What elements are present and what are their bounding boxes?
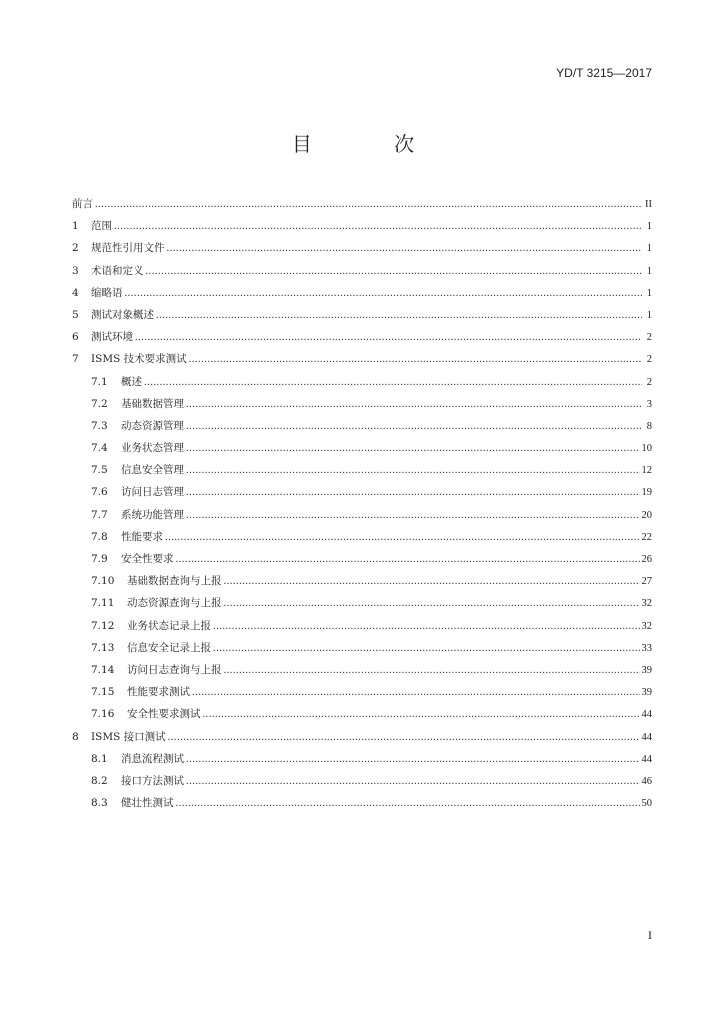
toc-leader-dots: [186, 460, 640, 482]
toc-entry[interactable]: [72, 304, 652, 326]
toc-entry-number: 7.6: [91, 486, 108, 499]
toc-leader-dots: [186, 505, 640, 527]
toc-entry-page: 46: [641, 775, 652, 787]
toc-entry-number: 5: [72, 308, 79, 321]
toc-leader-dots: [176, 793, 640, 815]
toc-leader-dots: [224, 593, 640, 615]
toc-leader-dots: [213, 638, 640, 660]
toc-entry[interactable]: [72, 437, 652, 459]
toc-entry-label: 访问日志管理: [121, 486, 184, 499]
toc-entry-page: 2: [646, 332, 652, 344]
toc-entry-number: 7: [72, 353, 79, 366]
toc-entry[interactable]: [72, 681, 652, 703]
toc-entry-label: 动态资源管理: [121, 419, 184, 432]
toc-entry-label: 规范性引用文件: [91, 242, 165, 255]
toc-entry-page: 39: [641, 664, 652, 676]
toc-entry[interactable]: [72, 726, 652, 748]
toc-entry[interactable]: [72, 393, 652, 415]
toc-entry-number: 8: [72, 730, 79, 743]
toc-entry-number: 8.3: [91, 797, 108, 810]
toc-entry-number: 7.14: [91, 663, 115, 676]
toc-entry[interactable]: [72, 282, 652, 304]
toc-entry[interactable]: [72, 237, 652, 259]
document-code: YD/T 3215—2017: [556, 66, 652, 80]
toc-entry-label: 访问日志查询与上报: [127, 663, 222, 676]
toc-entry-number: 7.4: [91, 442, 108, 455]
toc-entry-page: 3: [646, 398, 652, 410]
toc-entry-label: 术语和定义: [91, 264, 144, 277]
toc-leader-dots: [189, 349, 642, 371]
toc-entry-number: 7.12: [91, 619, 115, 632]
toc-leader-dots: [186, 771, 640, 793]
toc-entry-label: 系统功能管理: [121, 508, 184, 521]
toc-leader-dots: [186, 394, 642, 416]
toc-entry[interactable]: [72, 637, 652, 659]
toc-entry[interactable]: [72, 526, 652, 548]
toc-entry-number: 7.8: [91, 530, 108, 543]
toc-leader-dots: [224, 571, 640, 593]
toc-leader-dots: [125, 283, 643, 305]
toc-entry-page: 1: [646, 309, 652, 321]
toc-entry-page: 1: [646, 287, 652, 299]
toc-leader-dots: [186, 482, 640, 504]
toc-entry-label: 接口方法测试: [121, 774, 184, 787]
toc-entry-number: 7.1: [91, 375, 108, 388]
toc-leader-dots: [192, 682, 640, 704]
toc-entry-label: 测试对象概述: [91, 308, 154, 321]
toc-leader-dots: [224, 660, 640, 682]
toc-entry-page: 44: [641, 709, 652, 721]
toc-entry-label: 健壮性测试: [121, 797, 174, 810]
toc-leader-dots: [165, 527, 640, 549]
toc-entry-label: 信息安全管理: [121, 464, 184, 477]
toc-entry-page: 1: [646, 243, 652, 255]
toc-leader-dots: [186, 438, 640, 460]
toc-entry[interactable]: [72, 415, 652, 437]
toc-entry[interactable]: [72, 481, 652, 503]
toc-entry[interactable]: [72, 348, 652, 370]
toc-entry-number: 7.10: [91, 575, 115, 588]
toc-leader-dots: [156, 305, 642, 327]
toc-entry-page: 32: [641, 598, 652, 610]
toc-entry-page: 1: [646, 221, 652, 233]
toc-entry-page: II: [645, 199, 652, 210]
toc-entry-number: 7.13: [91, 641, 115, 654]
page-title: 目 次: [291, 132, 453, 156]
toc-entry-number: 6: [72, 331, 79, 344]
toc-leader-dots: [95, 194, 642, 216]
toc-leader-dots: [135, 327, 642, 349]
toc-entry[interactable]: [72, 792, 652, 814]
toc-leader-dots: [167, 238, 643, 260]
toc-entry[interactable]: [72, 326, 652, 348]
toc-entry-page: 22: [641, 531, 652, 543]
toc-entry[interactable]: [72, 770, 652, 792]
toc-entry-page: 39: [641, 687, 652, 699]
toc-entry-label: 安全性要求测试: [127, 708, 201, 721]
toc-entry-page: 20: [641, 509, 652, 521]
toc-entry-label: 概述: [121, 375, 142, 388]
toc-entry-label: ISMS 技术要求测试: [91, 353, 187, 366]
toc-entry-label: 安全性要求: [121, 553, 174, 565]
toc-entry-label: 缩略语: [91, 286, 123, 299]
toc-leader-dots: [144, 372, 642, 394]
toc-entry-number: 7.11: [91, 597, 115, 610]
toc-entry-label: 测试环境: [91, 331, 133, 344]
toc-entry-number: 7.16: [91, 708, 115, 721]
toc-entry-page: 8: [646, 420, 652, 432]
toc-entry-label: ISMS 接口测试: [91, 730, 166, 743]
toc-entry-label: 消息流程测试: [121, 752, 184, 765]
toc-entry-number: 1: [72, 220, 79, 233]
toc-entry-label: 基础数据查询与上报: [127, 575, 222, 588]
toc-entry-number: 7.15: [91, 686, 115, 699]
toc-entry-number: 7.9: [91, 553, 108, 565]
toc-entry[interactable]: [72, 215, 652, 237]
toc-entry[interactable]: [72, 615, 652, 637]
toc-entry-number: 7.5: [91, 464, 108, 477]
toc-entry-label: 业务状态记录上报: [127, 619, 211, 632]
toc-entry-page: 27: [641, 576, 652, 588]
toc-entry-label: 信息安全记录上报: [127, 641, 211, 654]
toc-leader-dots: [186, 416, 642, 438]
toc-entry-number: 4: [72, 286, 79, 299]
toc-entry[interactable]: [72, 193, 652, 215]
toc-entry[interactable]: [72, 592, 652, 614]
toc-entry-page: 44: [641, 731, 652, 743]
toc-entry-page: 2: [646, 354, 652, 366]
toc-entry[interactable]: [72, 459, 652, 481]
toc-entry-page: 32: [641, 620, 652, 632]
toc-entry-number: 8.2: [91, 774, 108, 787]
toc-entry-label: 性能要求测试: [127, 686, 190, 699]
toc-leader-dots: [213, 616, 640, 638]
toc-entry-number: 3: [72, 264, 79, 277]
toc-entry[interactable]: [72, 570, 652, 592]
toc-leader-dots: [168, 727, 640, 749]
toc-leader-dots: [186, 749, 640, 771]
toc-entry-page: 26: [641, 554, 652, 565]
toc-leader-dots: [146, 261, 643, 283]
toc-leader-dots: [176, 549, 640, 571]
toc-entry[interactable]: [72, 548, 652, 570]
page-number: I: [648, 928, 652, 942]
toc-entry-label: 业务状态管理: [121, 442, 184, 455]
toc-entry[interactable]: [72, 659, 652, 681]
toc-entry-page: 33: [641, 642, 652, 654]
toc-entry-page: 1: [646, 265, 652, 277]
toc-entry-page: 44: [641, 753, 652, 765]
toc-entry-label: 范围: [91, 220, 112, 233]
toc-leader-dots: [114, 216, 642, 238]
toc-entry-page: 2: [646, 376, 652, 388]
toc-entry-label: 前言: [72, 198, 93, 210]
toc-leader-dots: [203, 704, 640, 726]
toc-entry-number: 8.1: [91, 752, 108, 765]
toc-entry-number: 7.2: [91, 397, 108, 410]
toc-entry[interactable]: [72, 504, 652, 526]
toc-entry-label: 基础数据管理: [121, 397, 184, 410]
toc-entry[interactable]: [72, 260, 652, 282]
toc-entry-number: 7.3: [91, 419, 108, 432]
toc-entry-page: 12: [641, 465, 652, 477]
toc-entry[interactable]: [72, 703, 652, 725]
toc-entry-number: 7.7: [91, 508, 108, 521]
toc-entry-label: 性能要求: [121, 530, 163, 543]
toc-entry[interactable]: [72, 371, 652, 393]
table-of-contents: [72, 193, 652, 814]
toc-entry-page: 19: [641, 487, 652, 499]
toc-entry-page: 50: [641, 798, 652, 810]
toc-entry-page: 10: [641, 443, 652, 455]
toc-entry-label: 动态资源查询与上报: [127, 597, 222, 610]
toc-entry-number: 2: [72, 242, 79, 255]
toc-entry[interactable]: [72, 748, 652, 770]
